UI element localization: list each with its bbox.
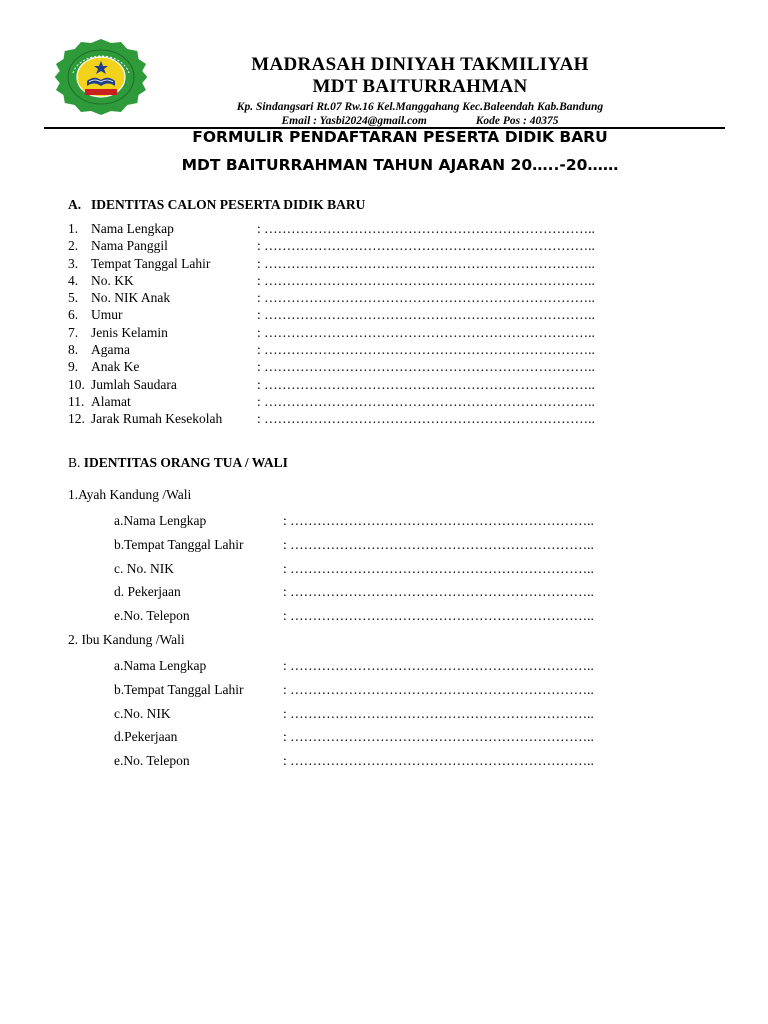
item-number: 4. <box>68 272 79 288</box>
field-blank[interactable]: : ………………………………………………………….. <box>283 705 594 721</box>
field-label: a.Nama Lengkap <box>114 658 207 673</box>
field-label: Alamat <box>91 393 131 409</box>
field-label: No. KK <box>91 272 134 288</box>
list-item <box>114 728 674 752</box>
field-blank[interactable]: : ……………………………………………………………….. <box>257 411 595 427</box>
field-blank[interactable]: : ……………………………………………………………….. <box>257 359 595 375</box>
field-blank[interactable]: : ………………………………………………………….. <box>283 729 594 745</box>
field-label: b.Tempat Tanggal Lahir <box>114 681 244 697</box>
field-label: b.Tempat Tanggal Lahir <box>114 536 244 552</box>
item-number: 8. <box>68 342 79 358</box>
field-label: Tempat Tanggal Lahir <box>91 255 211 271</box>
mother-identity-list <box>114 657 674 776</box>
field-label: Nama Panggil <box>91 238 168 254</box>
section-a-heading <box>68 197 365 213</box>
field-label: a.Nama Lengkap <box>114 513 207 528</box>
section-a-title: IDENTITAS CALON PESERTA DIDIK BARU <box>91 197 366 212</box>
field-blank[interactable]: : ………………………………………………………….. <box>283 608 594 624</box>
field-blank[interactable]: : ……………………………………………………………….. <box>257 290 595 306</box>
field-blank[interactable]: : ……………………………………………………………….. <box>257 255 595 271</box>
field-label: Nama Lengkap <box>91 221 174 236</box>
list-item <box>114 681 674 705</box>
list-item <box>114 583 674 607</box>
organization-name: MADRASAH DINIYAH TAKMILIYAH <box>251 54 589 75</box>
list-item <box>114 536 674 560</box>
field-blank[interactable]: : ………………………………………………………….. <box>283 584 594 600</box>
item-number: 3. <box>68 255 79 271</box>
field-label: Anak Ke <box>91 359 140 375</box>
item-number: 7. <box>68 324 79 340</box>
section-a-number: A. <box>68 197 82 212</box>
field-blank[interactable]: : ………………………………………………………….. <box>283 513 594 528</box>
field-label: e.No. Telepon <box>114 608 190 624</box>
field-label: Umur <box>91 307 123 323</box>
field-label: c. No. NIK <box>114 560 174 576</box>
field-blank[interactable]: : ……………………………………………………………….. <box>257 272 595 288</box>
list-item <box>68 306 668 323</box>
item-number: 5. <box>68 290 79 306</box>
field-blank[interactable]: : ……………………………………………………………….. <box>257 307 595 323</box>
item-number: 12. <box>68 411 85 427</box>
field-label: Jenis Kelamin <box>91 324 168 340</box>
section-b-number: B. <box>68 455 81 470</box>
list-item <box>114 607 674 631</box>
field-blank[interactable]: : ………………………………………………………….. <box>283 536 594 552</box>
school-crest-logo <box>54 39 148 115</box>
letterhead <box>0 0 768 130</box>
section-b-heading <box>68 455 288 471</box>
email-text: Email : Yasbi2024@gmail.com <box>281 115 427 127</box>
postal-code-text: Kode Pos : 40375 <box>475 115 559 127</box>
list-item <box>68 289 668 306</box>
list-item <box>114 512 674 536</box>
field-label: d.Pekerjaan <box>114 729 178 745</box>
form-subtitle: MDT BAITURRAHMAN TAHUN AJARAN 20…..-20…… <box>181 156 619 174</box>
item-number: 11. <box>68 393 85 409</box>
field-label: e.No. Telepon <box>114 753 190 769</box>
field-label: No. NIK Anak <box>91 290 171 306</box>
field-blank[interactable]: : ………………………………………………………….. <box>283 681 594 697</box>
item-number: 1. <box>68 221 79 236</box>
field-blank[interactable]: : ………………………………………………………….. <box>283 560 594 576</box>
field-blank[interactable]: : ……………………………………………………………….. <box>257 238 595 254</box>
section-b-title: IDENTITAS ORANG TUA / WALI <box>83 455 288 470</box>
mother-group-title: 2. Ibu Kandung /Wali <box>68 632 185 647</box>
list-item <box>68 358 668 375</box>
form-title: FORMULIR PENDAFTARAN PESERTA DIDIK BARU <box>192 128 608 146</box>
list-item <box>68 341 668 358</box>
item-number: 9. <box>68 359 79 375</box>
address-line: Kp. Sindangsari Rt.07 Rw.16 Kel.Manggahang Kec.Baleendah Kab.Bandung <box>236 101 604 113</box>
list-item <box>114 657 674 681</box>
item-number: 6. <box>68 307 79 323</box>
list-item <box>114 705 674 729</box>
list-item <box>68 272 668 289</box>
item-number: 10. <box>68 376 85 392</box>
list-item <box>68 237 668 254</box>
list-item <box>68 324 668 341</box>
father-identity-list <box>114 512 674 631</box>
list-item <box>68 410 668 427</box>
contact-line <box>180 114 660 128</box>
father-group-title: 1.Ayah Kandung /Wali <box>68 487 192 502</box>
field-blank[interactable]: : ……………………………………………………………….. <box>257 376 595 392</box>
student-identity-list <box>68 220 668 428</box>
list-item <box>114 752 674 776</box>
field-label: d. Pekerjaan <box>114 584 181 600</box>
item-number: 2. <box>68 238 79 254</box>
field-label: Agama <box>91 342 130 358</box>
field-blank[interactable]: : ……………………………………………………………….. <box>257 342 595 358</box>
field-label: c.No. NIK <box>114 705 171 721</box>
school-name: MDT BAITURRAHMAN <box>312 76 528 97</box>
field-blank[interactable]: : ……………………………………………………………….. <box>257 393 595 409</box>
list-item <box>68 220 668 237</box>
field-blank[interactable]: : ………………………………………………………….. <box>283 753 594 769</box>
field-label: Jarak Rumah Kesekolah <box>91 411 223 427</box>
field-blank[interactable]: : ……………………………………………………………….. <box>257 324 595 340</box>
list-item <box>68 255 668 272</box>
organization-header <box>180 54 660 128</box>
field-label: Jumlah Saudara <box>91 376 177 392</box>
field-blank[interactable]: : ………………………………………………………….. <box>283 658 594 673</box>
list-item <box>114 560 674 584</box>
field-blank[interactable]: : ……………………………………………………………….. <box>257 221 595 236</box>
list-item <box>68 393 668 410</box>
list-item <box>68 376 668 393</box>
